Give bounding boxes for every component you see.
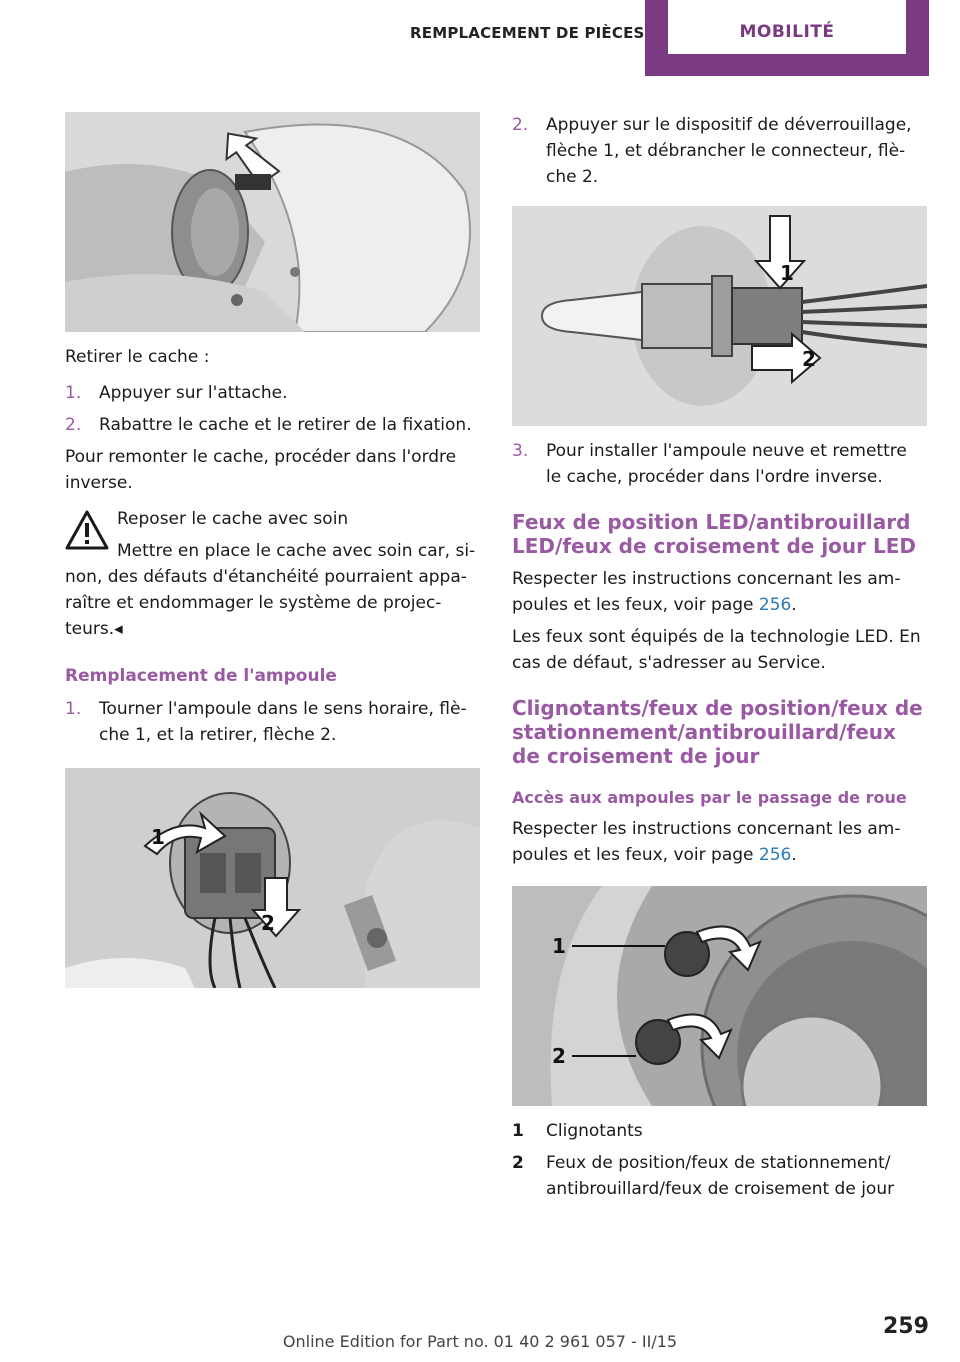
warning-box bbox=[65, 506, 480, 642]
bulb-removal-figure bbox=[65, 768, 480, 988]
headlight-cover-figure bbox=[65, 112, 480, 332]
led-paragraph bbox=[512, 566, 927, 618]
section-heading: Remplacement de l'ampoule bbox=[65, 666, 337, 686]
access-paragraph bbox=[512, 816, 927, 868]
led-paragraph-2: Les feux sont équipés de la technologie LED. En cas de défaut, s'adresser au Service. bbox=[512, 627, 921, 673]
warning-title: Reposer le cache avec soin bbox=[117, 509, 349, 529]
list-number: 2. bbox=[512, 115, 529, 135]
list-text: Appuyer sur le dispositif de déverrouillage, flèche 1, et débrancher le connecteur, flè-che 2. bbox=[546, 115, 912, 187]
page-number: 259 bbox=[883, 1314, 929, 1339]
connector-figure bbox=[512, 206, 927, 426]
left-column bbox=[65, 112, 480, 988]
list-item bbox=[65, 380, 480, 406]
list-text: Rabattre le cache et le retirer de la fixation. bbox=[99, 415, 472, 435]
led-heading: Feux de position LED/antibrouillard LED/feux de croisement de jour LED bbox=[512, 510, 916, 558]
access-text-end: . bbox=[791, 845, 797, 865]
warning-body bbox=[65, 538, 480, 642]
legend-text: Clignotants bbox=[546, 1121, 643, 1141]
led-text-end: . bbox=[791, 595, 797, 615]
list-item bbox=[512, 112, 927, 190]
end-mark: ◂ bbox=[114, 619, 123, 639]
list-number: 1. bbox=[65, 383, 82, 403]
figure-label: 2 bbox=[802, 347, 816, 371]
intro-text: Retirer le cache : bbox=[65, 347, 210, 367]
figure-label: 2 bbox=[552, 1044, 566, 1068]
turn-signal-heading: Clignotants/feux de position/feux de stationnement/antibrouillard/feux de croisement de jour bbox=[512, 696, 923, 768]
footer-text: Online Edition for Part no. 01 40 2 961 057 - II/15 bbox=[282, 1332, 678, 1351]
figure-label: 1 bbox=[780, 261, 794, 285]
legend-item bbox=[512, 1118, 927, 1144]
chapter-tab bbox=[645, 0, 929, 76]
access-heading: Accès aux ampoules par le passage de roue bbox=[512, 788, 907, 807]
warning-triangle-icon bbox=[65, 510, 109, 550]
chapter-title: MOBILITÉ bbox=[668, 0, 906, 54]
list-number: 2. bbox=[65, 415, 82, 435]
right-column bbox=[512, 112, 927, 1202]
page-link[interactable]: 256 bbox=[758, 845, 792, 865]
legend-number: 1 bbox=[512, 1121, 524, 1141]
legend-item bbox=[512, 1150, 927, 1202]
legend-text: Feux de position/feux de stationnement/ antibrouillard/feux de croisement de jour bbox=[546, 1153, 895, 1199]
list-text: Tourner l'ampoule dans le sens horaire, flè-che 1, et la retirer, flèche 2. bbox=[99, 699, 467, 745]
figure-label: 2 bbox=[261, 911, 275, 935]
warning-body-text: Mettre en place le cache avec soin car, si-non, des défauts d'étanchéité pourraient appa-raître et endommager le système de projec-teurs. bbox=[65, 541, 476, 639]
list-item bbox=[65, 696, 480, 748]
legend-number: 2 bbox=[512, 1153, 524, 1173]
section-title: REMPLACEMENT DE PIÈCES bbox=[410, 24, 645, 42]
access-text: Respecter les instructions concernant les am-poules et les feux, voir page bbox=[512, 819, 901, 865]
list-text: Appuyer sur l'attache. bbox=[99, 383, 288, 403]
list-number: 1. bbox=[65, 699, 82, 719]
wheel-arch-figure bbox=[512, 886, 927, 1106]
page-link[interactable]: 256 bbox=[758, 595, 792, 615]
list-number: 3. bbox=[512, 441, 529, 461]
reassemble-text: Pour remonter le cache, procéder dans l'ordre inverse. bbox=[65, 447, 457, 493]
list-item bbox=[512, 438, 927, 490]
figure-label: 1 bbox=[552, 934, 566, 958]
led-text: Respecter les instructions concernant les am-poules et les feux, voir page bbox=[512, 569, 901, 615]
list-item bbox=[65, 412, 480, 438]
list-text: Pour installer l'ampoule neuve et remettre le cache, procéder dans l'ordre inverse. bbox=[546, 441, 907, 487]
figure-label: 1 bbox=[151, 825, 165, 849]
